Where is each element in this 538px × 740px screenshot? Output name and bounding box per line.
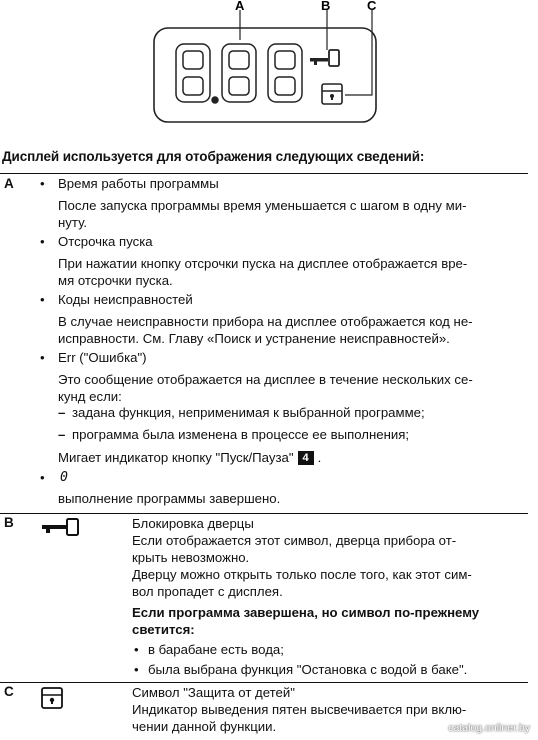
item-line: В случае неисправности прибора на дисплее отображается код не- bbox=[58, 314, 473, 329]
row-b-bold-line: Если программа завершена, но символ по-прежнему bbox=[132, 605, 480, 620]
row-divider bbox=[0, 513, 528, 514]
display-figure bbox=[0, 0, 538, 150]
item-line: нуту. bbox=[58, 215, 88, 230]
done-text: выполнение программы завершено. bbox=[58, 491, 281, 506]
item-line: кунд если: bbox=[58, 389, 122, 404]
blink-end: . bbox=[317, 450, 322, 465]
child-lock-icon bbox=[40, 686, 66, 710]
row-b-line: Дверцу можно открыть только после того, как этот сим- bbox=[132, 567, 472, 582]
bullet-glyph: • bbox=[40, 176, 45, 191]
row-b-line: крыть невозможно. bbox=[132, 550, 250, 565]
callout-b: B bbox=[321, 0, 331, 13]
row-b-title: Блокировка дверцы bbox=[132, 516, 254, 531]
row-c-line: чении данной функции. bbox=[132, 719, 277, 734]
key-lock-icon bbox=[310, 50, 339, 66]
section-heading: Дисплей используется для отображения следующих сведений: bbox=[2, 149, 425, 164]
row-b-line: Если отображается этот символ, дверца прибора от- bbox=[132, 533, 457, 548]
item-line: При нажатии кнопку отсрочки пуска на дисплее отображается вре- bbox=[58, 256, 468, 271]
item-line: мя отсрочки пуска. bbox=[58, 273, 173, 288]
bullet-glyph: • bbox=[134, 642, 139, 657]
item-title: Отсрочка пуска bbox=[58, 234, 153, 249]
item-title: Время работы программы bbox=[58, 176, 219, 191]
bullet-glyph: • bbox=[40, 234, 45, 249]
bullet-glyph: • bbox=[40, 292, 45, 307]
row-b-line: вол пропадет с дисплея. bbox=[132, 584, 283, 599]
table-top-rule bbox=[0, 173, 528, 174]
row-c-letter: C bbox=[4, 684, 14, 699]
dash-item: программа была изменена в процессе ее выполнения; bbox=[72, 427, 410, 442]
blink-text: Мигает индикатор кнопку "Пуск/Пауза" bbox=[58, 450, 294, 465]
bullet-glyph: • bbox=[134, 662, 139, 677]
blink-line bbox=[58, 449, 321, 467]
segment-digits bbox=[176, 44, 302, 103]
item-title: Err ("Ошибка") bbox=[58, 350, 147, 365]
dash-glyph: – bbox=[58, 405, 66, 420]
item-line: После запуска программы время уменьшается с шагом в одну ми- bbox=[58, 198, 467, 213]
row-b-letter: B bbox=[4, 515, 14, 530]
row-a-letter: A bbox=[4, 176, 14, 191]
callout-a: A bbox=[235, 0, 245, 13]
row-b-bullet: в барабане есть вода; bbox=[148, 642, 284, 657]
dash-item: задана функция, неприменимая к выбранной программе; bbox=[72, 405, 425, 420]
item-line: исправности. См. Главу «Поиск и устранение неисправностей». bbox=[58, 331, 450, 346]
row-c-line: Индикатор выведения пятен высвечивается при вклю- bbox=[132, 702, 467, 717]
button-number-badge: 4 bbox=[298, 451, 314, 465]
dash-glyph: – bbox=[58, 427, 66, 442]
row-b-bold-line: светится: bbox=[132, 622, 195, 637]
callout-c: C bbox=[367, 0, 377, 13]
watermark: catalog.onliner.by bbox=[448, 722, 530, 734]
bullet-glyph: • bbox=[40, 350, 45, 365]
zero-symbol: 0 bbox=[60, 470, 68, 485]
item-line: Это сообщение отображается на дисплее в течение нескольких се- bbox=[58, 372, 473, 387]
door-lock-icon bbox=[40, 517, 80, 537]
row-c-title: Символ "Защита от детей" bbox=[132, 685, 295, 700]
item-title: Коды неисправностей bbox=[58, 292, 193, 307]
child-lock-icon bbox=[322, 84, 342, 104]
bullet-glyph: • bbox=[40, 470, 45, 485]
row-b-bullet: была выбрана функция "Остановка с водой в баке". bbox=[148, 662, 468, 677]
row-divider bbox=[0, 682, 528, 683]
